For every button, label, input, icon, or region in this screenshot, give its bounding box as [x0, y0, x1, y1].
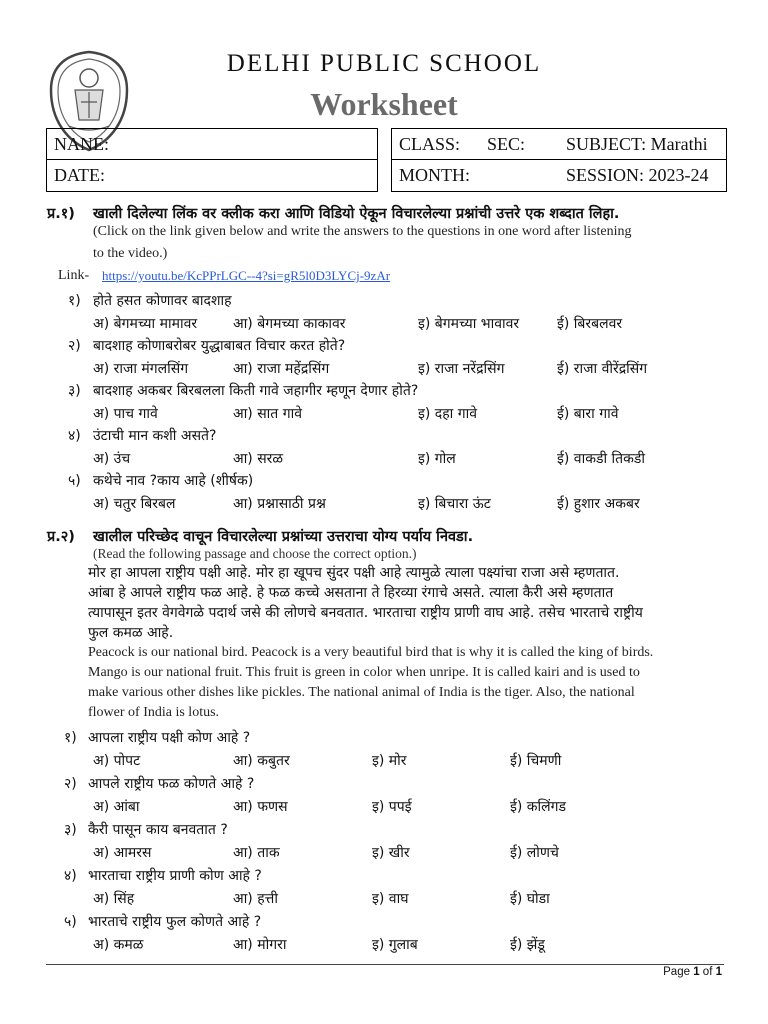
q1-option-d[interactable]: ई) राजा वीरेंद्रसिंग	[557, 361, 648, 377]
q2-question: कैरी पासून काय बनवतात ?	[88, 822, 228, 838]
q2-option-b[interactable]: आ) ताक	[233, 845, 280, 861]
q2-option-d[interactable]: ई) लोणचे	[510, 845, 559, 861]
q2-item-number: ५)	[64, 914, 77, 930]
q1-option-d[interactable]: ई) बिरबलवर	[557, 316, 623, 332]
name-field[interactable]	[46, 128, 378, 160]
q2-title: खालील परिच्छेद वाचून विचारलेल्या प्रश्नांच्या उत्तराचा योग्य पर्याय निवडा.	[93, 529, 474, 545]
q2-question: आपला राष्ट्रीय पक्षी कोण आहे ?	[88, 730, 251, 746]
q2-option-c[interactable]: इ) गुलाब	[372, 937, 418, 953]
q1-option-b[interactable]: आ) बेगमच्या काकावर	[233, 316, 346, 332]
english-passage-line: flower of India is lotus.	[88, 705, 220, 720]
q1-question: बादशाह अकबर बिरबलला किती गावे जहागीर म्हणून देणार होते?	[93, 383, 419, 399]
q1-option-c[interactable]: इ) बिचारा ऊंट	[418, 496, 491, 512]
session-label: SESSION: 2023-24	[566, 165, 709, 185]
q1-option-a[interactable]: अ) चतुर बिरबल	[93, 496, 176, 512]
q2-option-c[interactable]: इ) पपई	[372, 799, 412, 815]
q1-option-d[interactable]: ई) बारा गावे	[557, 406, 619, 422]
marathi-passage-line: फुल कमळ आहे.	[88, 625, 174, 641]
q2-option-a[interactable]: अ) कमळ	[93, 937, 144, 953]
class-sec-subject-field[interactable]	[391, 128, 727, 160]
q2-question: आपले राष्ट्रीय फळ कोणते आहे ?	[88, 776, 255, 792]
q1-en-line2: to the video.)	[93, 246, 168, 261]
q2-option-a[interactable]: अ) आमरस	[93, 845, 152, 861]
q2-option-d[interactable]: ई) कलिंगड	[510, 799, 567, 815]
q2-option-b[interactable]: आ) मोगरा	[233, 937, 287, 953]
q2-option-c[interactable]: इ) खीर	[372, 845, 410, 861]
q1-en-line1: (Click on the link given below and write the answers to the questions in one word after listening	[93, 224, 632, 239]
month-session-field[interactable]	[391, 160, 727, 192]
q2-en-instruction: (Read the following passage and choose the correct option.)	[93, 546, 417, 561]
q1-item-number: २)	[68, 338, 81, 354]
q2-item-number: ४)	[64, 868, 77, 884]
q2-question: भारताचा राष्ट्रीय प्राणी कोण आहे ?	[88, 868, 262, 884]
video-link[interactable]: https://youtu.be/KcPPrLGC--4?si=gR5l0D3LYCj-9zAr	[102, 268, 391, 283]
q2-option-d[interactable]: ई) चिमणी	[510, 753, 562, 769]
english-passage-line: make various other dishes like pickles. The national animal of India is the tiger. Also, the national	[88, 685, 635, 700]
q1-question: उंटाची मान कशी असते?	[93, 428, 217, 444]
footer-divider	[46, 964, 724, 965]
q1-item-number: १)	[68, 293, 81, 309]
name-label: NANE:	[54, 133, 109, 154]
q1-item-number: ५)	[68, 473, 81, 489]
q2-option-b[interactable]: आ) फणस	[233, 799, 288, 815]
school-name: DELHI PUBLIC SCHOOL	[226, 50, 542, 77]
subject-label: SUBJECT: Marathi	[566, 133, 708, 154]
q1-question: कथेचे नाव ?काय आहे (शीर्षक)	[93, 473, 254, 489]
date-label: DATE:	[54, 165, 105, 185]
q1-option-a[interactable]: अ) राजा मंगलसिंग	[93, 361, 189, 377]
q1-option-d[interactable]: ई) हुशार अकबर	[557, 496, 640, 512]
marathi-passage-line: त्यापासून इतर वेगवेगळे पदार्थ जसे की लोणचे बनवतात. भारताचा राष्ट्रीय प्राणी वाघ आहे. तसेच भारताचे राष्ट्रीय	[88, 605, 643, 621]
month-label: MONTH:	[399, 165, 470, 185]
q2-option-b[interactable]: आ) कबुतर	[233, 753, 290, 769]
q2-option-a[interactable]: अ) पोपट	[93, 753, 141, 769]
q1-option-a[interactable]: अ) पाच गावे	[93, 406, 158, 422]
q2-item-number: २)	[64, 776, 77, 792]
link-label: Link-	[58, 268, 90, 283]
q2-option-b[interactable]: आ) हत्ती	[233, 891, 278, 907]
q1-question: होते हसत कोणावर बादशाह	[93, 293, 232, 309]
q2-question: भारताचे राष्ट्रीय फुल कोणते आहे ?	[88, 914, 262, 930]
q2-option-c[interactable]: इ) मोर	[372, 753, 407, 769]
q1-item-number: ४)	[68, 428, 81, 444]
worksheet-title: Worksheet	[310, 86, 458, 122]
page-footer: Page 1 of 1	[663, 966, 722, 978]
q2-number: प्र.२)	[47, 529, 75, 545]
q2-option-c[interactable]: इ) वाघ	[372, 891, 409, 907]
q1-option-c[interactable]: इ) बेगमच्या भावावर	[418, 316, 520, 332]
q2-option-d[interactable]: ई) घोडा	[510, 891, 550, 907]
q1-option-b[interactable]: आ) सात गावे	[233, 406, 303, 422]
sec-label: SEC:	[487, 133, 526, 154]
q2-item-number: ३)	[64, 822, 77, 838]
q1-option-d[interactable]: ई) वाकडी तिकडी	[557, 451, 645, 467]
q1-item-number: ३)	[68, 383, 81, 399]
q1-option-a[interactable]: अ) बेगमच्या मामावर	[93, 316, 198, 332]
date-field[interactable]	[46, 160, 378, 192]
q1-number: प्र.१)	[47, 206, 75, 222]
q1-title: खाली दिलेल्या लिंक वर क्लीक करा आणि विडियो ऐकून विचारलेल्या प्रश्नांची उत्तरे एक शब्दात लिहा.	[93, 206, 620, 222]
q1-option-b[interactable]: आ) प्रश्नासाठी प्रश्न	[233, 496, 326, 512]
marathi-passage-line: आंबा हे आपले राष्ट्रीय फळ आहे. हे फळ कच्चे असताना ते हिरव्या रंगाचे असते. त्याला कैरी असे म्हणतात	[88, 585, 614, 601]
q2-option-a[interactable]: अ) आंबा	[93, 799, 140, 815]
class-label: CLASS:	[399, 133, 461, 154]
marathi-passage-line: मोर हा आपला राष्ट्रीय पक्षी आहे. मोर हा खूपच सुंदर पक्षी आहे त्यामुळे त्याला पक्ष्यांचा राजा असे म्हणतात.	[88, 565, 620, 581]
q2-option-a[interactable]: अ) सिंह	[93, 891, 135, 907]
q2-item-number: १)	[64, 730, 77, 746]
q1-option-a[interactable]: अ) उंच	[93, 451, 131, 467]
q1-question: बादशाह कोणाबरोबर युद्धाबाबत विचार करत होते?	[93, 338, 346, 354]
q1-option-b[interactable]: आ) राजा महेंद्रसिंग	[233, 361, 330, 377]
english-passage-line: Peacock is our national bird. Peacock is a very beautiful bird that is why it is called the king of birds.	[88, 645, 654, 660]
q1-option-b[interactable]: आ) सरळ	[233, 451, 284, 467]
q2-option-d[interactable]: ई) झेंडू	[510, 937, 545, 953]
q1-option-c[interactable]: इ) राजा नरेंद्रसिंग	[418, 361, 505, 377]
english-passage-line: Mango is our national fruit. This fruit is green in color when unripe. It is called kairi and is used to	[88, 665, 640, 680]
q1-option-c[interactable]: इ) गोल	[418, 451, 456, 467]
q1-option-c[interactable]: इ) दहा गावे	[418, 406, 478, 422]
